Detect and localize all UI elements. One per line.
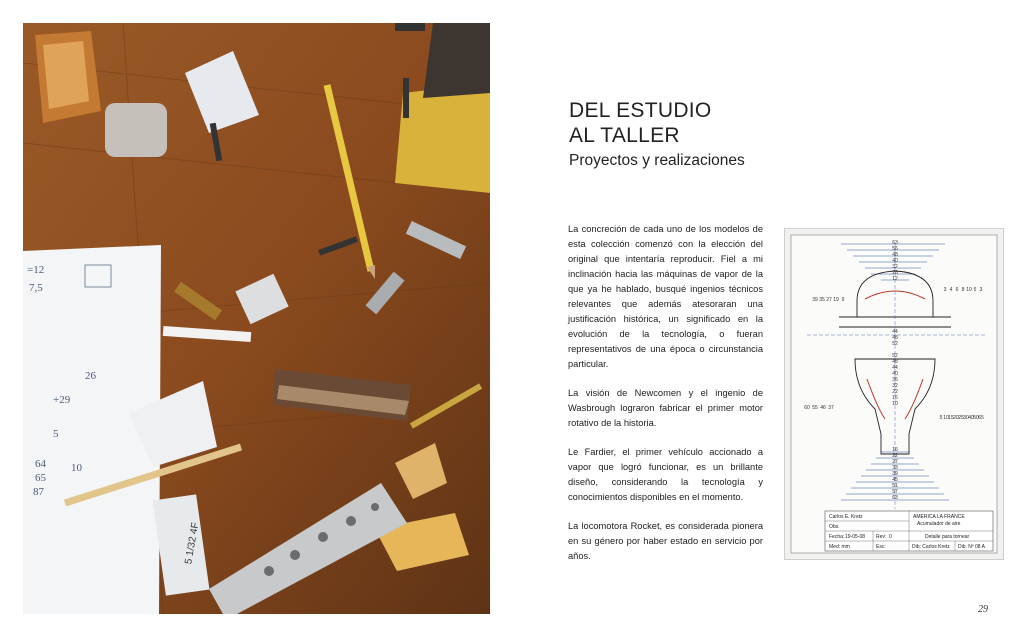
dim-bottom-7: 57 [892, 489, 898, 495]
dim-bottom-4: 39 [892, 471, 898, 477]
tb-author: Carlos E. Kretz [829, 514, 863, 520]
dim-lower-right-7: 50 [973, 415, 979, 421]
paragraph-1: La concreción de cada uno de los modelos de esta colección comenzó con la elección del original que intentaría reproducir. Fiel a mi inclinación hacia las máquinas de vapor de la que ya he hablado, busqué ingenios técnicos relevantes que además atesoraran una justificación histórica, un significado en la evolución de la tecnología, o fueran representativos de una época o circunstancia particular. [568, 224, 763, 369]
drawing-title-block [825, 511, 993, 551]
dim-bottom-1: 22 [892, 453, 898, 459]
note-4: +29 [53, 394, 71, 406]
dim-lower-left-1: 55 [812, 405, 818, 411]
dim-lower-6: 22 [892, 389, 898, 395]
dim-right-1: 4 [949, 287, 953, 293]
dim-lower-1: 48 [892, 359, 898, 365]
dim-lower-7: 16 [892, 395, 898, 401]
dim-lower-5: 32 [892, 383, 898, 389]
tb-med-label: Med: mm [829, 544, 850, 550]
workshop-photo [23, 23, 490, 614]
dim-lower-4: 36 [892, 377, 898, 383]
tb-rev-label: Rev: [876, 534, 887, 540]
chapter-title-line-1: DEL ESTUDIO [569, 99, 712, 122]
note-1: =12 [27, 264, 45, 276]
paragraph-2: La visión de Newcomen y el ingenio de Wasbrough lograron fabricar el primer motor rotativo de la historia. [568, 388, 763, 428]
dim-right-3: 8 [961, 287, 965, 293]
dim-bottom-3: 33 [892, 465, 898, 471]
dim-left-1: 35 [819, 297, 825, 303]
body-text [568, 222, 763, 578]
tb-obs-label: Obs. [829, 524, 840, 530]
dim-top-3: 40 [892, 258, 898, 264]
dim-top-1: 56 [892, 246, 898, 252]
tube-label: 5 1/32 4F [183, 521, 202, 566]
dim-lower-left-2: 46 [820, 405, 826, 411]
tb-fecha: 19-05-08 [845, 534, 866, 540]
tb-rev: 0 [889, 534, 892, 540]
tb-project: AMERICA LA FRANCE [913, 514, 965, 520]
dim-left-3: 19 [833, 297, 839, 303]
dim-mid-2: 52 [892, 341, 898, 347]
note-6: 64 [35, 458, 46, 470]
dim-bottom-0: 16 [892, 447, 898, 453]
note-9: 10 [71, 462, 82, 474]
note-7: 65 [35, 472, 46, 484]
dim-mid-0: 44 [892, 329, 898, 335]
dim-bottom-5: 45 [892, 477, 898, 483]
tb-dib-no: 08 A [975, 544, 986, 550]
acrylic-cylinder [105, 103, 167, 157]
dim-lower-right-0: 5 [939, 415, 943, 421]
tb-dib-label: Dib: Carlos Kretz [912, 544, 950, 550]
dim-top-4: 32 [892, 264, 898, 270]
dim-lower-right-8: 65 [978, 415, 984, 421]
dim-right-6: 3 [979, 287, 983, 293]
dim-lower-0: 52 [892, 353, 898, 359]
dim-bottom-2: 27 [892, 459, 898, 465]
dim-lower-right-6: 40 [968, 415, 974, 421]
dim-lower-right-4: 25 [958, 415, 964, 421]
paragraph-3: Le Fardier, el primer vehículo accionado a vapor que logró funcionar, es un brillante diseño, considerando la tecnología y conocimientos disponibles en el momento. [568, 447, 763, 502]
chapter-subtitle: Proyectos y realizaciones [569, 152, 745, 169]
paragraph-4: La locomotora Rocket, es considerada pionera en su género por haber estado en servicio por años. [568, 521, 763, 561]
dim-lower-left-3: 37 [828, 405, 834, 411]
dim-mid-1: 48 [892, 335, 898, 341]
dim-bottom-8: 63 [892, 495, 898, 501]
chapter-title-block [569, 98, 869, 170]
dim-top-5: 26 [892, 270, 898, 276]
tb-fecha-label: Fecha: [829, 534, 845, 540]
dim-lower-right-5: 30 [963, 415, 969, 421]
tb-dib-no-label: Dib. Nº [958, 544, 974, 550]
page-number: 29 [978, 604, 988, 615]
note-2: 7,5 [29, 282, 43, 294]
dim-lower-right-3: 20 [953, 415, 959, 421]
tb-part: Acumulador de aire [917, 521, 961, 527]
dim-lower-left-0: 60 [804, 405, 810, 411]
dim-left-4: 9 [841, 297, 845, 303]
dim-lower-3: 40 [892, 371, 898, 377]
dim-right-5: 5 [973, 287, 977, 293]
tb-esc-label: Esc: [876, 544, 886, 550]
wooden-box [35, 31, 101, 123]
dim-lower-8: 10 [892, 401, 898, 407]
dim-bottom-6: 51 [892, 483, 898, 489]
technical-drawing [784, 228, 1004, 560]
note-8: 87 [33, 486, 44, 498]
dim-top-6: 12 [892, 276, 898, 282]
tb-detail: Detalle para tornear [925, 534, 970, 540]
dim-right-0: 3 [943, 287, 947, 293]
note-3: 26 [85, 370, 96, 382]
dim-right-4: 10 [966, 287, 972, 293]
dim-top-0: 63 [892, 240, 898, 246]
dim-right-2: 6 [955, 287, 959, 293]
drawing-canvas [785, 229, 1003, 559]
chapter-title-line-2: AL TALLER [569, 124, 680, 147]
dim-left-2: 27 [826, 297, 832, 303]
dim-lower-2: 44 [892, 365, 898, 371]
dim-lower-right-2: 15 [948, 415, 954, 421]
note-5: 5 [53, 428, 59, 440]
dim-top-2: 48 [892, 252, 898, 258]
dim-lower-right-1: 10 [943, 415, 949, 421]
dim-left-0: 39 [812, 297, 818, 303]
